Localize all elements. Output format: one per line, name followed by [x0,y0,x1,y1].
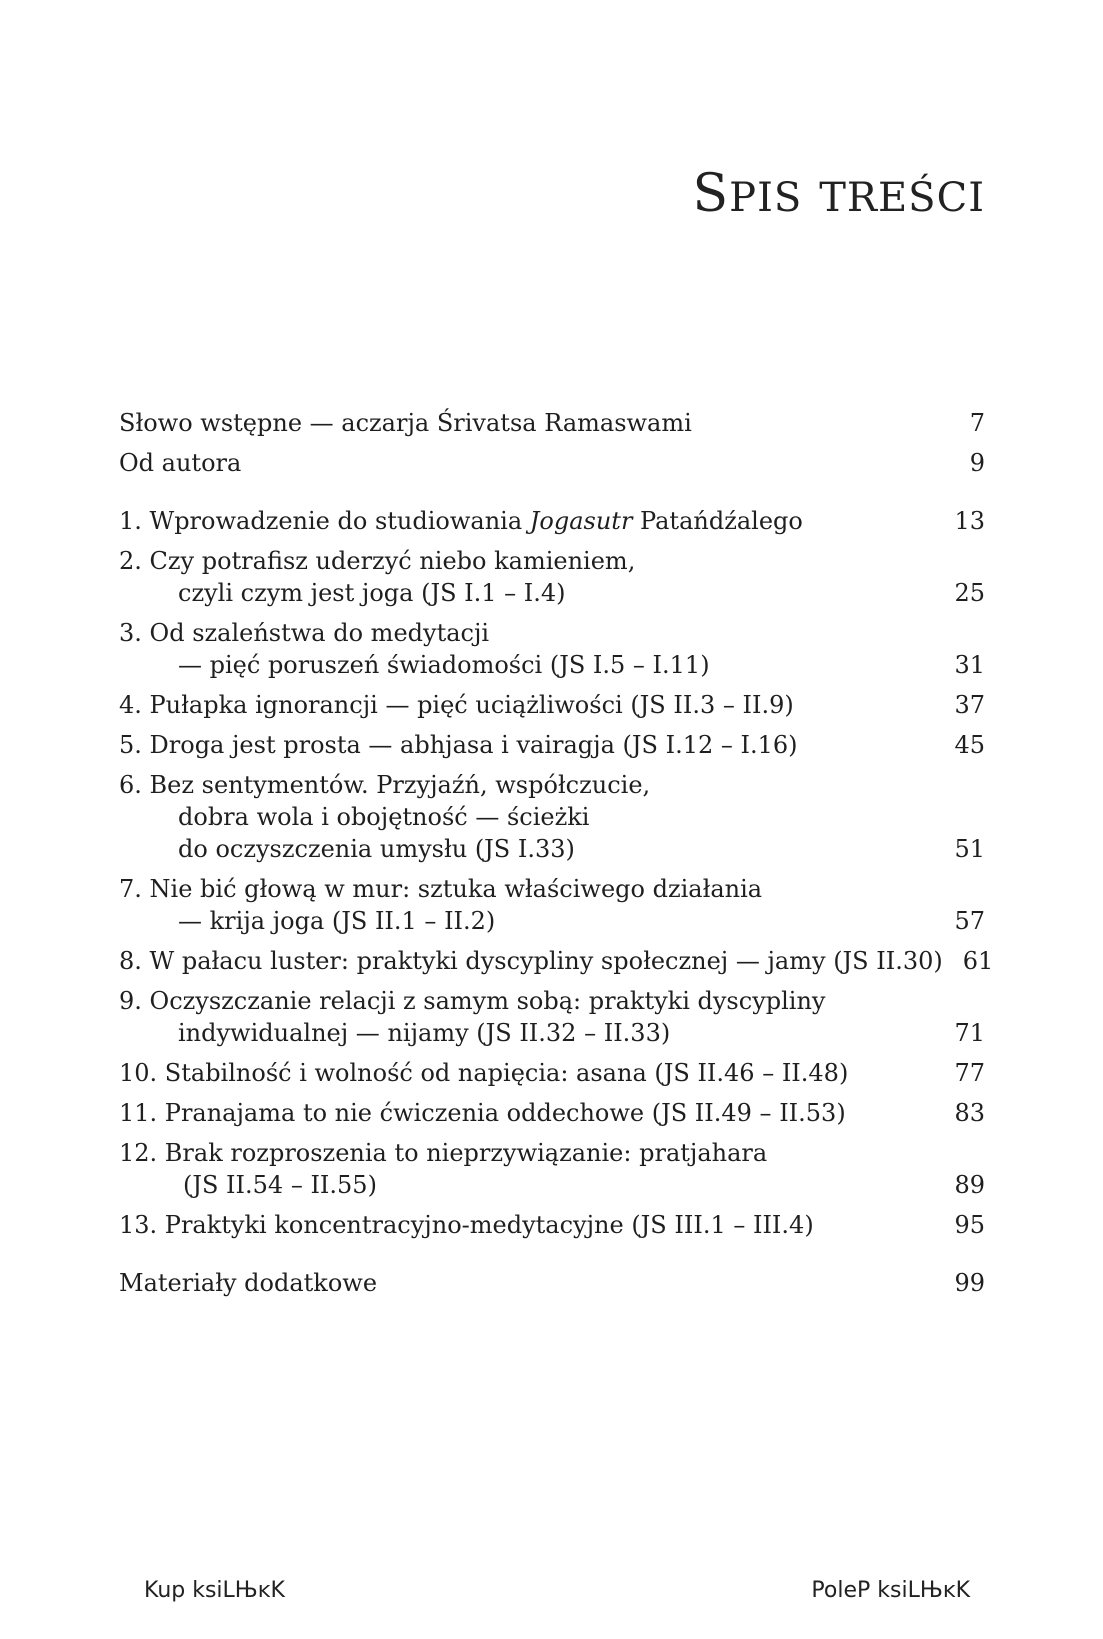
toc-entry-chapter-7 [119,873,985,937]
toc-entry-label: 9. Oczyszczanie relacji z samym sobą: praktyki dyscypliny indywidualnej — nijamy (JS II.32 – II.33) [119,987,826,1047]
title-rest-1: PIS [729,175,803,221]
table-of-contents [119,407,994,1307]
toc-entry-chapter-3 [119,617,985,681]
toc-entry-chapter-9 [119,985,985,1049]
toc-entry-label: Od autora [119,449,242,477]
toc-entry-label: 11. Pranajama to nie ćwiczenia oddechowe (JS II.49 – II.53) [119,1099,846,1127]
toc-entry-chapter-11 [119,1097,985,1129]
toc-entry-label: 5. Droga jest prosta — abhjasa i vairagja (JS I.12 – I.16) [119,731,798,759]
toc-entry-chapter-8 [119,945,994,977]
toc-page-number: 51 [954,835,985,863]
toc-entry-label: 3. Od szaleństwa do medytacji — pięć poruszeń świadomości (JS I.5 – I.11) [119,619,710,679]
toc-entry-chapter-10 [119,1057,985,1089]
toc-page-number: 25 [954,579,985,607]
recommend-book-link[interactable]: PoleP ksiLЊĸK [811,1578,970,1603]
toc-entry-label: 10. Stabilność i wolność od napięcia: asana (JS II.46 – II.48) [119,1059,849,1087]
buy-book-link[interactable]: Kup ksiLЊĸK [144,1578,285,1603]
toc-page-number: 89 [954,1171,985,1199]
toc-page-number: 83 [954,1099,985,1127]
toc-entry-chapter-12 [119,1137,985,1201]
toc-entry-foreword [119,407,985,439]
page-title [692,164,985,224]
toc-page-number: 95 [954,1211,985,1239]
title-initial: S [692,164,730,224]
toc-entry-chapter-1 [119,505,985,537]
toc-page-number: 37 [954,691,985,719]
toc-page-number: 31 [954,651,985,679]
toc-entry-label: 1. Wprowadzenie do studiowania Jogasutr Patańdźalego [119,507,803,535]
toc-entry-author-note [119,447,985,479]
toc-entry-label: 4. Pułapka ignorancji — pięć uciążliwości (JS II.3 – II.9) [119,691,794,719]
toc-page-number: 13 [954,507,985,535]
toc-page-number: 9 [969,449,985,477]
toc-entry-label: 13. Praktyki koncentracyjno-medytacyjne (JS III.1 – III.4) [119,1211,814,1239]
toc-entry-chapter-13 [119,1209,985,1241]
toc-page-number: 45 [954,731,985,759]
toc-page-number: 77 [954,1059,985,1087]
toc-entry-chapter-5 [119,729,985,761]
toc-entry-label: 2. Czy potrafisz uderzyć niebo kamieniem, czyli czym jest joga (JS I.1 – I.4) [119,547,636,607]
toc-entry-chapter-4 [119,689,985,721]
toc-page-number: 71 [954,1019,985,1047]
title-rest-2: TREŚCI [819,175,985,221]
toc-entry-chapter-2 [119,545,985,609]
toc-entry-label: 12. Brak rozproszenia to nieprzywiązanie: pratjahara (JS II.54 – II.55) [119,1139,768,1199]
toc-page-number: 99 [954,1269,985,1297]
toc-entry-appendix [119,1267,985,1299]
toc-entry-label: 8. W pałacu luster: praktyki dyscypliny społecznej — jamy (JS II.30) [119,947,943,975]
italic-title: Jogasutr [529,507,633,535]
toc-entry-label: 6. Bez sentymentów. Przyjaźń, współczucie, dobra wola i obojętność — ścieżki do oczyszczenia umysłu (JS I.33) [119,771,651,863]
toc-entry-chapter-6 [119,769,985,865]
toc-page-number: 7 [969,409,985,437]
toc-entry-label: 7. Nie bić głową w mur: sztuka właściwego działania — krija joga (JS II.1 – II.2) [119,875,763,935]
toc-page-number: 61 [962,947,994,975]
toc-entry-label: Materiały dodatkowe [119,1269,378,1297]
toc-entry-label: Słowo wstępne — aczarja Śrivatsa Ramaswami [119,409,692,437]
toc-page-number: 57 [954,907,985,935]
